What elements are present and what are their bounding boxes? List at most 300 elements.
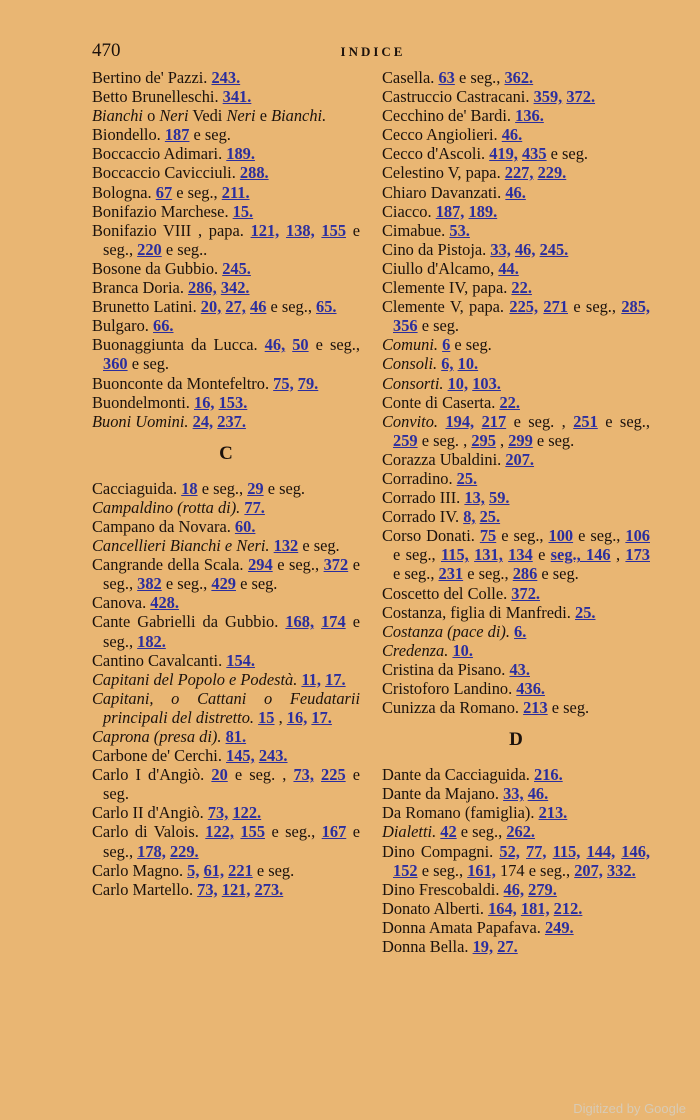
index-entry — [92, 144, 360, 163]
index-entry — [382, 641, 650, 660]
page-reference-link[interactable]: 259 — [393, 430, 418, 450]
page-reference-link[interactable]: 17. — [325, 669, 346, 689]
page-reference-link[interactable]: 20, — [200, 297, 222, 317]
page-reference-link[interactable]: 121, — [221, 879, 251, 899]
page-reference-link[interactable]: 231 — [438, 564, 464, 584]
page-reference-link[interactable]: 227, — [504, 163, 534, 183]
page-reference-link[interactable]: 136. — [515, 106, 544, 126]
page-reference-link[interactable]: 46. — [505, 182, 526, 202]
entry-text: Biondello. — [92, 125, 165, 145]
page-reference-link[interactable]: 288. — [239, 163, 269, 183]
page-reference-link[interactable]: 10. — [452, 640, 473, 660]
entry-text: e seg., — [463, 564, 513, 584]
page-reference-link[interactable]: 46. — [501, 125, 523, 145]
page-reference-link[interactable]: 279. — [528, 879, 557, 899]
entry-text: Carlo Martello. — [92, 879, 198, 899]
page-reference-link[interactable]: 294 — [248, 555, 273, 575]
page-reference-link[interactable]: 372. — [511, 583, 540, 603]
entry-term-italic: Bianchi. — [271, 106, 327, 126]
page-reference-link[interactable]: 341. — [222, 87, 252, 107]
entry-text: Coscetto del Colle. — [382, 583, 512, 603]
entry-text: Carlo I d'Angiò. — [92, 765, 212, 785]
entry-text: Donna Amata Papafava. — [382, 917, 545, 937]
index-entry — [92, 765, 360, 803]
page-reference-link[interactable]: 295 — [471, 430, 496, 450]
entry-text: e seg. , — [506, 411, 574, 431]
entry-text: e seg. , — [227, 765, 294, 785]
index-entry — [382, 584, 650, 603]
page-reference-link[interactable]: 225 — [321, 765, 346, 785]
page-reference-link[interactable]: 285, — [621, 297, 650, 317]
page-reference-link[interactable]: 22. — [511, 278, 532, 298]
entry-text: Cristina da Pisano. — [382, 659, 510, 679]
page-reference-link[interactable]: 273. — [254, 879, 284, 899]
entry-text: e seg. — [103, 765, 361, 804]
index-entry — [382, 259, 650, 278]
entry-term-italic: Neri — [159, 106, 189, 126]
page-reference-link[interactable]: 121, — [250, 220, 280, 240]
page-reference-link[interactable]: 11, — [301, 669, 322, 689]
page-reference-link[interactable]: 154. — [226, 650, 255, 670]
index-entry — [92, 880, 360, 899]
page-reference-link[interactable]: 15 — [258, 707, 275, 727]
entry-text: e seg., — [417, 860, 468, 880]
entry-text: Donna Bella. — [382, 937, 473, 957]
index-entry — [382, 354, 650, 373]
page-reference-link[interactable]: 103. — [472, 373, 501, 393]
index-entry — [92, 517, 360, 536]
index-entry — [382, 202, 650, 221]
page-reference-link[interactable]: 146, — [621, 841, 650, 861]
entry-term-italic: Bianchi — [92, 106, 143, 126]
page-reference-link[interactable]: 155 — [240, 822, 266, 842]
page-reference-link[interactable]: 212. — [553, 898, 583, 918]
entry-text: Clemente IV, papa. — [382, 278, 512, 298]
index-entry — [92, 393, 360, 412]
entry-text: Bonifazio Marchese. — [92, 201, 233, 221]
entry-text: e seg., — [568, 297, 622, 317]
entry-text: , — [274, 707, 287, 727]
index-entry — [92, 68, 360, 87]
page-reference-link[interactable]: 44. — [498, 258, 519, 278]
page-reference-link[interactable]: 229. — [537, 163, 567, 183]
page-reference-link[interactable]: 134 — [508, 545, 533, 565]
page-reference-link[interactable]: 286, — [188, 278, 217, 298]
entry-text: Corrado III. — [382, 488, 465, 508]
entry-text: Carlo di Valois. — [92, 822, 206, 842]
page-reference-link[interactable]: 73, — [197, 879, 218, 899]
entry-text: Cino da Pistoja. — [382, 239, 491, 259]
index-entry — [92, 374, 360, 393]
page-reference-link[interactable]: 362. — [504, 68, 534, 87]
index-entry — [92, 278, 360, 297]
entry-term-italic: Capitani del Popolo e Podestà. — [92, 669, 298, 689]
page-reference-link[interactable]: 131, — [474, 545, 503, 565]
entry-text: Cristoforo Landino. — [382, 679, 517, 698]
page-reference-link[interactable]: 178, — [137, 841, 166, 861]
page-reference-link[interactable]: 60. — [234, 516, 256, 536]
entry-text: Donato Alberti. — [382, 898, 489, 918]
entry-text: e seg., — [456, 822, 507, 842]
page-reference-link[interactable]: 435 — [521, 144, 547, 164]
page-reference-link[interactable]: 213 — [523, 698, 548, 718]
index-entry — [92, 106, 360, 125]
page-reference-link[interactable]: 436. — [516, 679, 545, 698]
page-reference-link[interactable]: 5, — [187, 860, 200, 880]
page-reference-link[interactable]: 17. — [311, 707, 332, 727]
entry-text: Boccaccio Adimari. — [92, 144, 227, 164]
entry-text: Clemente V, papa. — [382, 297, 510, 317]
page-reference-link[interactable]: 372 — [323, 555, 349, 575]
running-title: INDICE — [340, 44, 406, 59]
entry-text: Corrado IV. — [382, 507, 464, 527]
entry-text: Bulgaro. — [92, 316, 154, 336]
page-reference-link[interactable]: 106 — [625, 526, 650, 546]
page-reference-link[interactable]: 372. — [566, 87, 596, 107]
page-reference-link[interactable]: 243. — [211, 68, 241, 87]
page-reference-link[interactable]: 46, — [514, 239, 536, 259]
entry-text: Branca Doria. — [92, 278, 189, 298]
page-reference-link[interactable]: 6 — [442, 335, 451, 355]
entry-text: Ciacco. — [382, 201, 436, 221]
page-reference-link[interactable]: 359, — [533, 87, 563, 107]
entry-text: Cecchino de' Bardi. — [382, 106, 516, 126]
entry-text: e seg. — [252, 860, 295, 880]
page-reference-link[interactable]: 189. — [468, 201, 498, 221]
entry-text: e seg. — [298, 536, 340, 556]
entry-term-italic: Convito. — [382, 411, 438, 431]
page-reference-link[interactable]: 63 — [438, 68, 455, 87]
page-reference-link[interactable]: 122, — [205, 822, 234, 842]
page-reference-link[interactable]: 286 — [512, 564, 538, 584]
page-reference-link[interactable]: 145, — [226, 746, 255, 766]
entry-text: e — [255, 106, 272, 126]
page-reference-link[interactable]: 221 — [228, 860, 253, 880]
page-reference-link[interactable]: 46, — [503, 879, 525, 899]
entry-text: Brunetto Latini. — [92, 297, 201, 317]
page-reference-link[interactable]: 194, — [445, 411, 475, 431]
entry-text: e seg. — [537, 564, 579, 584]
page-reference-link[interactable]: 245. — [539, 239, 569, 259]
page-reference-link[interactable]: 262. — [506, 822, 535, 842]
page-reference-link[interactable]: 50 — [292, 335, 309, 355]
page-reference-link[interactable]: 27, — [225, 297, 246, 317]
entry-text: e seg., — [393, 564, 439, 584]
entry-text: Vedi — [188, 106, 227, 126]
page-reference-link[interactable]: 66. — [153, 316, 174, 336]
page-reference-link[interactable]: 220 — [137, 239, 162, 259]
page-reference-link[interactable]: 59. — [489, 488, 510, 508]
entry-term-italic: Cancellieri Bianchi e Neri. — [92, 536, 270, 556]
entry-text: e seg. — [532, 430, 575, 450]
entry-text: e seg. — [417, 316, 460, 336]
page-reference-link[interactable]: 187, — [435, 201, 465, 221]
entry-text: e seg., — [573, 526, 626, 546]
entry-text: e seg., — [103, 220, 361, 259]
page-reference-link[interactable]: 79. — [297, 373, 319, 393]
index-entry — [382, 765, 650, 784]
page-reference-link[interactable]: 42 — [440, 822, 457, 842]
page-reference-link[interactable]: 19, — [472, 937, 494, 957]
entry-term-italic: Capitani, o Cattani o Feudatarii principali del distretto. — [92, 688, 360, 727]
page-reference-link[interactable]: 73, — [207, 803, 229, 823]
entry-text — [279, 221, 286, 240]
page-reference-link[interactable]: 10, — [447, 373, 469, 393]
entry-text: o — [142, 106, 160, 126]
entry-text: e seg., — [597, 411, 650, 431]
index-entry — [92, 125, 360, 144]
page-reference-link[interactable]: 77. — [244, 497, 265, 517]
page-reference-link[interactable]: 332. — [607, 860, 636, 880]
entry-text: Castruccio Castracani. — [382, 87, 534, 107]
entry-text: e seg., — [496, 526, 549, 546]
page-reference-link[interactable]: 25. — [456, 468, 478, 488]
page-reference-link[interactable]: 43. — [509, 659, 530, 679]
page-reference-link[interactable]: 181, — [520, 898, 550, 918]
page-reference-link[interactable]: 173 — [625, 545, 650, 565]
page-reference-link[interactable]: seg., 146 — [550, 545, 611, 565]
page-reference-link[interactable]: 16, — [286, 707, 308, 727]
page-number: 470 — [92, 40, 121, 61]
page-reference-link[interactable]: 115, — [552, 841, 581, 861]
entry-term-italic: Dialetti. — [382, 822, 437, 842]
index-entry — [92, 612, 360, 650]
entry-text: e — [532, 545, 551, 565]
page-reference-link[interactable]: 167 — [321, 822, 347, 842]
entry-text: Cangrande della Scala. — [92, 555, 249, 575]
page-reference-link[interactable]: 271 — [543, 297, 568, 317]
page-reference-link[interactable]: 360 — [103, 354, 128, 374]
entry-text: Cante Gabrielli da Gubbio. — [92, 612, 286, 632]
entry-text: e seg., — [103, 822, 360, 861]
entry-text: e seg. — [189, 125, 231, 145]
entry-text: Cecco d'Ascoli. — [382, 144, 490, 164]
entry-text: e seg., — [172, 182, 222, 202]
entry-text: Canova. — [92, 593, 151, 613]
page-reference-link[interactable]: 115, — [440, 545, 469, 565]
entry-text: Bertino de' Pazzi. — [92, 68, 212, 87]
page-reference-link[interactable]: 77, — [526, 841, 547, 861]
entry-text: Corazza Ubaldini. — [382, 449, 506, 469]
index-entry — [382, 899, 650, 918]
page-reference-link[interactable]: 419, — [489, 144, 518, 164]
page-reference-link[interactable]: 182. — [137, 631, 166, 651]
index-entry — [92, 593, 360, 612]
index-entry — [382, 450, 650, 469]
section-letter: C — [219, 442, 233, 464]
index-entry — [382, 183, 650, 202]
page-reference-link[interactable]: 164, — [488, 898, 517, 918]
page-reference-link[interactable]: 144, — [586, 841, 616, 861]
entry-text: 174 e seg., — [495, 860, 575, 880]
entry-text: e seg. — [263, 478, 306, 498]
page-reference-link[interactable]: 6. — [514, 621, 527, 641]
page-reference-link[interactable]: 81. — [225, 727, 247, 746]
page-reference-link[interactable]: 237. — [217, 411, 246, 431]
index-entry — [382, 240, 650, 259]
page-reference-link[interactable]: 46 — [250, 297, 267, 317]
page-reference-link[interactable]: 100 — [548, 526, 574, 546]
page-reference-link[interactable]: 138, — [286, 220, 315, 240]
entry-text: Bonifazio VIII , papa. — [92, 220, 251, 240]
page-reference-link[interactable]: 10. — [457, 354, 479, 374]
page-reference-link[interactable]: 245. — [222, 258, 251, 278]
index-entry — [92, 412, 360, 431]
index-entry — [382, 622, 650, 641]
entry-term-italic: Consorti. — [382, 373, 444, 393]
index-entry — [382, 937, 650, 956]
entry-term-italic: Consoli. — [382, 354, 438, 374]
page-reference-link[interactable]: 15. — [232, 201, 254, 221]
page-reference-link[interactable]: 189. — [226, 144, 255, 164]
page-reference-link[interactable]: 299 — [508, 430, 533, 450]
entry-text: Ciullo d'Alcamo, — [382, 258, 499, 278]
index-entry — [92, 670, 360, 689]
entry-term-italic: Comuni. — [382, 335, 439, 355]
page-reference-link[interactable]: 33, — [503, 784, 524, 804]
index-entry — [92, 87, 360, 106]
index-entry — [92, 183, 360, 202]
index-entry — [92, 259, 360, 278]
index-entry — [382, 469, 650, 488]
entry-text: Buonconte da Montefeltro. — [92, 373, 274, 393]
index-entry — [92, 689, 360, 727]
entry-text: , — [610, 545, 626, 565]
page-reference-link[interactable]: 65. — [316, 297, 337, 317]
page-reference-link[interactable]: 225, — [509, 297, 539, 317]
entry-text: Carlo II d'Angiò. — [92, 803, 208, 823]
page-reference-link[interactable]: 216. — [534, 765, 563, 785]
index-entry — [382, 918, 650, 937]
index-entry — [382, 221, 650, 240]
page-reference-link[interactable]: 75, — [273, 373, 294, 393]
entry-text: e seg. — [547, 698, 590, 718]
page-reference-link[interactable]: 52, — [499, 841, 520, 861]
page-reference-link[interactable]: 342. — [220, 278, 250, 298]
page-reference-link[interactable]: 213. — [538, 803, 568, 823]
index-entry — [382, 679, 650, 698]
index-entry — [382, 842, 650, 880]
page-reference-link[interactable]: 67 — [155, 182, 173, 202]
page-reference-link[interactable]: 29 — [247, 478, 264, 498]
page-reference-link[interactable]: 161, — [467, 860, 496, 880]
entry-term-italic: Campaldino (rotta di). — [92, 497, 241, 517]
page-reference-link[interactable]: 187 — [164, 125, 190, 145]
page-reference-link[interactable]: 356 — [393, 316, 418, 336]
entry-text — [314, 765, 321, 784]
page-reference-link[interactable]: 429 — [211, 574, 236, 594]
index-entry — [382, 393, 650, 412]
page-reference-link[interactable]: 249. — [544, 917, 574, 937]
entry-text: Buonaggiunta da Lucca. — [92, 335, 265, 355]
page-reference-link[interactable]: 20 — [211, 765, 228, 785]
page-reference-link[interactable]: 46. — [527, 784, 549, 804]
page-reference-link[interactable]: 217 — [481, 411, 507, 431]
page-reference-link[interactable]: 6, — [441, 354, 454, 374]
index-entry — [92, 316, 360, 335]
index-entry — [382, 125, 650, 144]
entry-term-italic: Neri — [226, 106, 256, 126]
page-reference-link[interactable]: 18 — [181, 478, 198, 498]
entry-text: e seg. — [546, 144, 588, 164]
index-entry — [92, 335, 360, 373]
page-reference-link[interactable]: 152 — [393, 860, 418, 880]
page-reference-link[interactable]: 33, — [490, 239, 511, 259]
page-reference-link[interactable]: 207, — [574, 860, 603, 880]
entry-text: e seg., — [266, 297, 317, 317]
watermark: Digitized by Google — [573, 1101, 686, 1116]
page-reference-link[interactable]: 168, — [285, 612, 315, 632]
index-entry — [382, 163, 650, 182]
index-column-right — [382, 68, 650, 956]
page-reference-link[interactable]: 22. — [499, 392, 520, 412]
page-reference-link[interactable]: 27. — [497, 937, 518, 957]
entry-text: e seg. — [235, 574, 278, 594]
index-entry — [382, 278, 650, 297]
index-entry — [382, 297, 650, 335]
index-entry — [382, 526, 650, 583]
entry-text: Cantino Cavalcanti. — [92, 650, 227, 670]
index-entry — [382, 880, 650, 899]
page-reference-link[interactable]: 73, — [293, 765, 314, 785]
page-reference-link[interactable]: 174 — [321, 612, 346, 632]
page-reference-link[interactable]: 122. — [232, 803, 262, 823]
entry-text: e seg., — [393, 545, 441, 565]
page-reference-link[interactable]: 153. — [218, 392, 248, 412]
index-entry — [382, 603, 650, 622]
index-entry — [382, 507, 650, 526]
page-reference-link[interactable]: 25. — [575, 602, 596, 622]
page-reference-link[interactable]: 75 — [479, 526, 497, 546]
entry-text: Dino Frescobaldi. — [382, 879, 504, 899]
entry-text: e seg. — [450, 335, 492, 355]
entry-text: Cacciaguida. — [92, 478, 182, 498]
page-reference-link[interactable]: 207. — [505, 449, 535, 469]
page-reference-link[interactable]: 16, — [194, 392, 215, 412]
entry-text — [474, 412, 481, 431]
entry-text: Da Romano (famiglia). — [382, 803, 539, 823]
page-reference-link[interactable]: 243. — [258, 746, 288, 766]
entry-text: Dante da Cacciaguida. — [382, 765, 534, 785]
page-reference-link[interactable]: 382 — [137, 574, 162, 594]
page-reference-link[interactable]: 46, — [264, 335, 286, 355]
page-reference-link[interactable]: 8, — [463, 507, 476, 527]
page-reference-link[interactable]: 428. — [150, 593, 179, 613]
page-reference-link[interactable]: 132 — [273, 536, 299, 556]
entry-text: Corso Donati. — [382, 526, 480, 546]
entry-text: Carbone de' Cerchi. — [92, 746, 227, 766]
entry-text: Bosone da Gubbio. — [92, 258, 223, 278]
page-reference-link[interactable]: 155 — [321, 220, 347, 240]
entry-text: e seg., — [265, 822, 322, 842]
index-entry — [92, 297, 360, 316]
page-reference-link[interactable]: 251 — [573, 411, 598, 431]
page-reference-link[interactable]: 229. — [169, 841, 199, 861]
index-entry — [382, 488, 650, 507]
page-reference-link[interactable]: 211. — [221, 182, 250, 202]
entry-text: Bologna. — [92, 182, 156, 202]
index-entry — [92, 822, 360, 860]
page-reference-link[interactable]: 53. — [449, 220, 470, 240]
index-entry — [382, 374, 650, 393]
page-reference-link[interactable]: 24, — [192, 411, 214, 431]
page-reference-link[interactable]: 13, — [464, 488, 485, 508]
page-header — [92, 40, 654, 68]
page-reference-link[interactable]: 25. — [479, 507, 501, 527]
entry-text: Casella. — [382, 68, 439, 87]
entry-text: e seg., — [161, 574, 212, 594]
page-reference-link[interactable]: 61, — [203, 860, 225, 880]
